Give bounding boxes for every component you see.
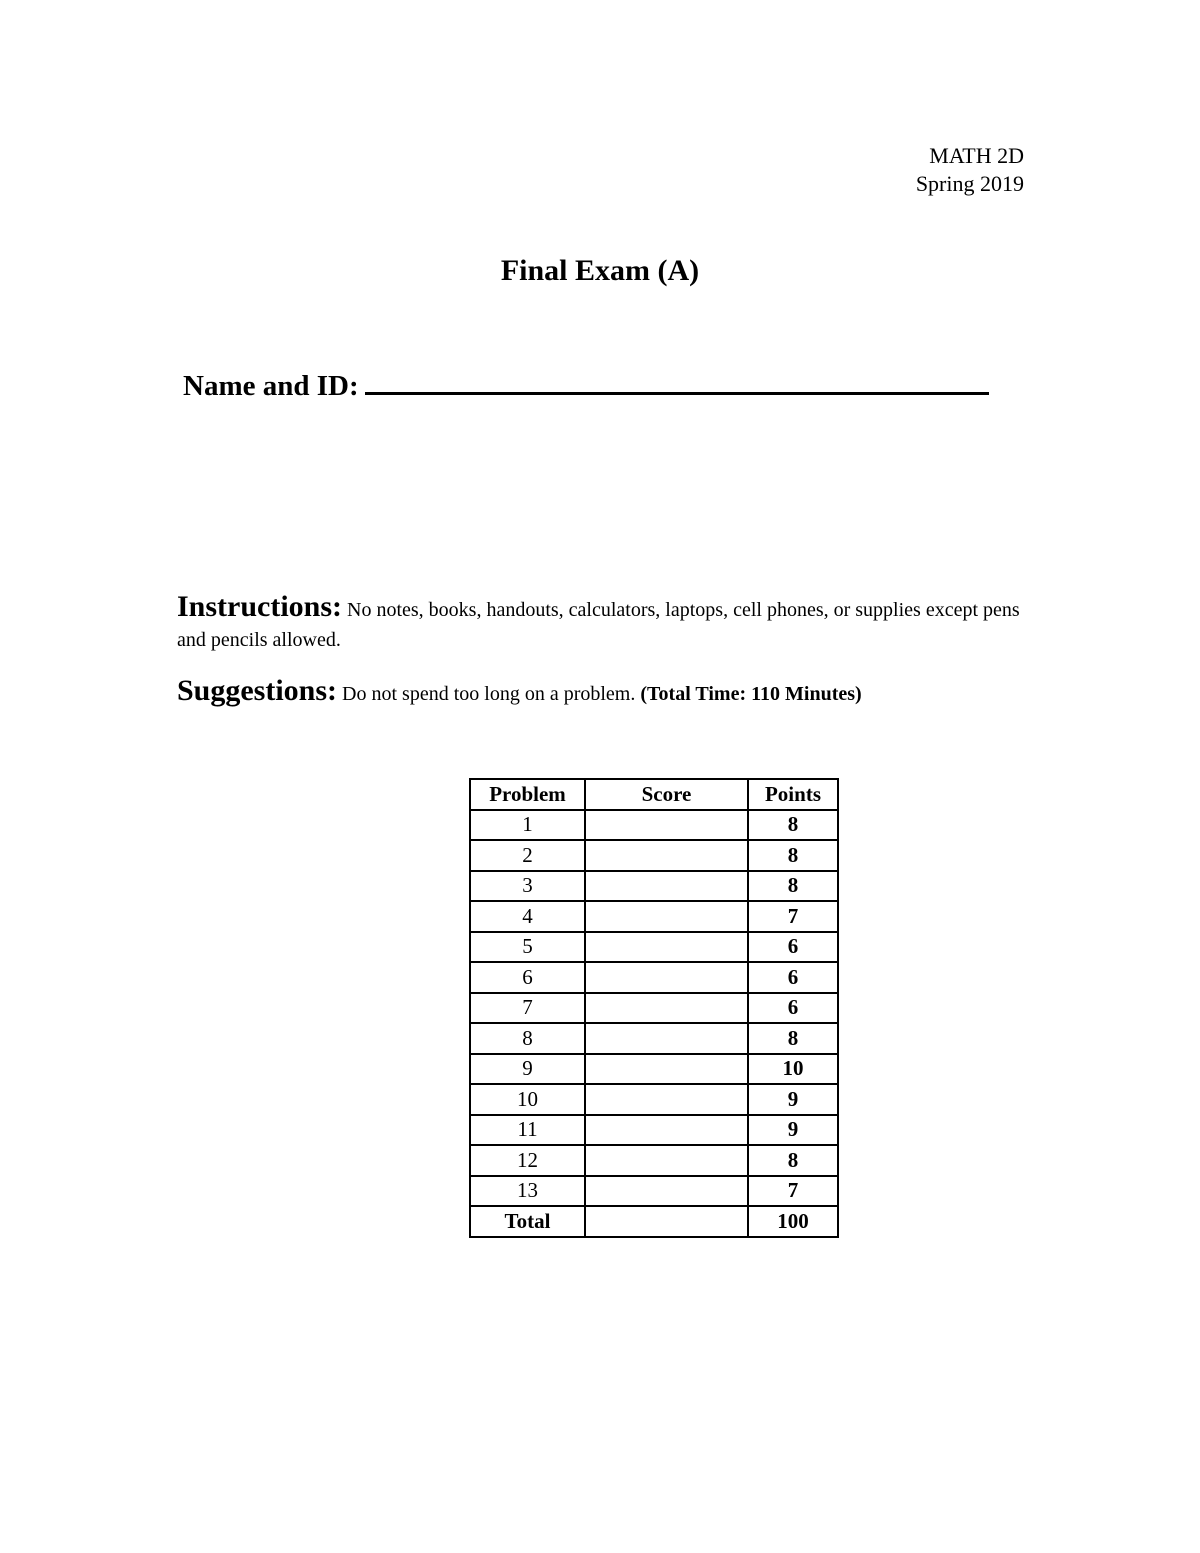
table-row xyxy=(470,1115,838,1146)
points-value: 8 xyxy=(748,1145,838,1176)
table-row xyxy=(470,1176,838,1207)
table-row xyxy=(470,1023,838,1054)
problem-number: 11 xyxy=(470,1115,585,1146)
total-time: Total Time: 110 Minutes xyxy=(647,683,856,705)
score-cell[interactable] xyxy=(585,962,748,993)
problem-number: 3 xyxy=(470,871,585,902)
total-score-cell[interactable] xyxy=(585,1206,748,1237)
instructions-label: Instructions: xyxy=(177,590,343,623)
name-id-label: Name and ID: xyxy=(183,370,359,402)
problem-number: 9 xyxy=(470,1054,585,1085)
table-header-row xyxy=(470,779,838,810)
table-row xyxy=(470,993,838,1024)
page-title: Final Exam (A) xyxy=(500,254,700,287)
score-cell[interactable] xyxy=(585,810,748,841)
table-row xyxy=(470,840,838,871)
table-row xyxy=(470,962,838,993)
score-cell[interactable] xyxy=(585,1115,748,1146)
points-value: 6 xyxy=(748,993,838,1024)
problem-number: 10 xyxy=(470,1084,585,1115)
term: Spring 2019 xyxy=(915,171,1024,196)
points-value: 8 xyxy=(748,1023,838,1054)
score-cell[interactable] xyxy=(585,871,748,902)
suggestions-text: Do not spend too long on a problem. xyxy=(342,683,636,705)
points-value: 8 xyxy=(748,840,838,871)
score-cell[interactable] xyxy=(585,1084,748,1115)
problem-number: 6 xyxy=(470,962,585,993)
table-row xyxy=(470,871,838,902)
points-value: 7 xyxy=(748,901,838,932)
table-row xyxy=(470,1145,838,1176)
total-points: 100 xyxy=(748,1206,838,1237)
score-cell[interactable] xyxy=(585,932,748,963)
name-id-field[interactable] xyxy=(183,366,989,403)
points-value: 8 xyxy=(748,871,838,902)
points-value: 6 xyxy=(748,962,838,993)
time-open-paren: ( xyxy=(640,683,648,705)
points-value: 9 xyxy=(748,1084,838,1115)
points-value: 10 xyxy=(748,1054,838,1085)
suggestions xyxy=(177,676,1027,709)
points-value: 6 xyxy=(748,932,838,963)
score-cell[interactable] xyxy=(585,840,748,871)
score-cell[interactable] xyxy=(585,901,748,932)
score-table xyxy=(469,778,839,1238)
problem-number: 12 xyxy=(470,1145,585,1176)
instructions xyxy=(177,592,1027,655)
suggestions-label: Suggestions: xyxy=(177,674,338,707)
problem-number: 7 xyxy=(470,993,585,1024)
points-value: 9 xyxy=(748,1115,838,1146)
course-info xyxy=(916,142,1024,198)
table-row xyxy=(470,1054,838,1085)
problem-number: 8 xyxy=(470,1023,585,1054)
time-close-paren: ) xyxy=(855,683,862,705)
total-label: Total xyxy=(470,1206,585,1237)
problem-number: 4 xyxy=(470,901,585,932)
table-row xyxy=(470,901,838,932)
course-name: MATH 2D xyxy=(929,143,1024,168)
problem-number: 1 xyxy=(470,810,585,841)
score-cell[interactable] xyxy=(585,993,748,1024)
header-points: Points xyxy=(748,779,838,810)
score-cell[interactable] xyxy=(585,1176,748,1207)
table-row xyxy=(470,810,838,841)
name-id-blank[interactable] xyxy=(365,366,989,395)
score-cell[interactable] xyxy=(585,1023,748,1054)
problem-number: 2 xyxy=(470,840,585,871)
instructions-text: No notes, books, handouts, calculators, laptops, cell phones, or supplies except pens and pencils allowed. xyxy=(177,599,1020,651)
header-problem: Problem xyxy=(470,779,585,810)
score-cell[interactable] xyxy=(585,1145,748,1176)
points-value: 8 xyxy=(748,810,838,841)
table-row xyxy=(470,1084,838,1115)
points-value: 7 xyxy=(748,1176,838,1207)
problem-number: 5 xyxy=(470,932,585,963)
score-cell[interactable] xyxy=(585,1054,748,1085)
table-row xyxy=(470,932,838,963)
total-row xyxy=(470,1206,838,1237)
header-score: Score xyxy=(585,779,748,810)
problem-number: 13 xyxy=(470,1176,585,1207)
